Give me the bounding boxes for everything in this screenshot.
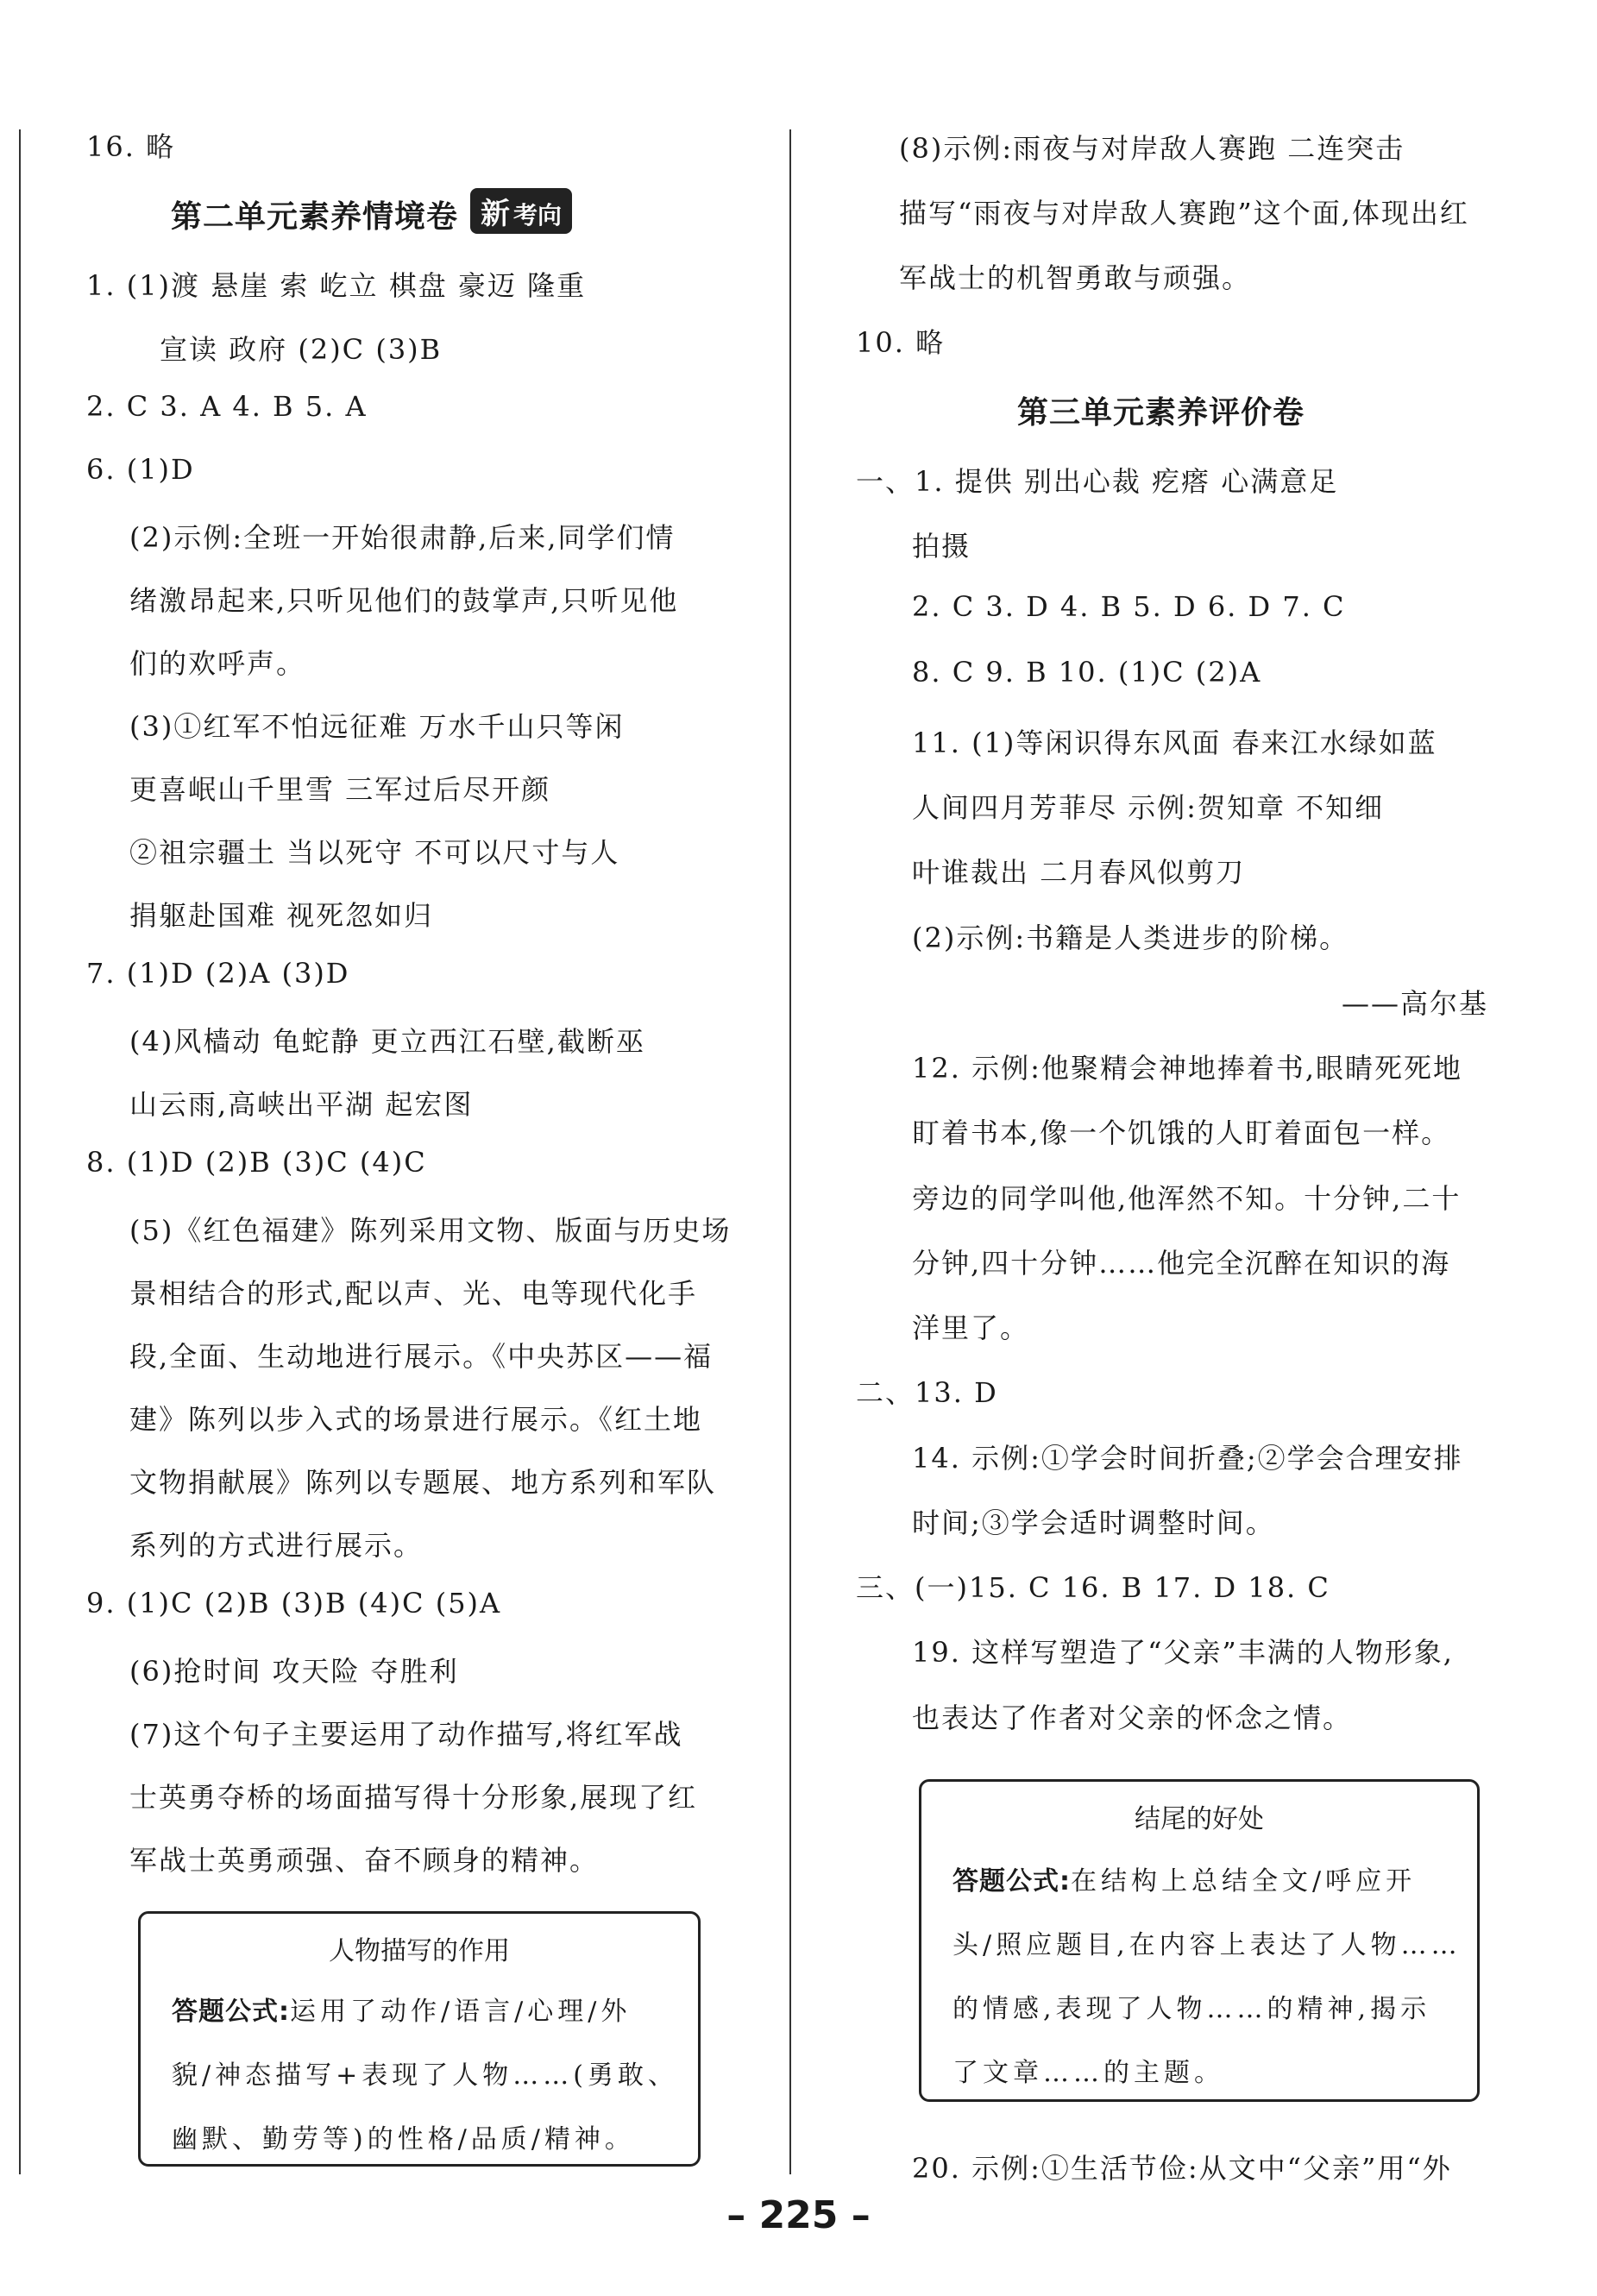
answer-1-line1: 1. (1)渡 悬崖 索 屹立 棋盘 豪迈 隆重 — [86, 269, 587, 302]
part1-answer-11-line1: 11. (1)等闲识得东风面 春来江水绿如蓝 — [912, 727, 1437, 759]
tip-box-character-description — [138, 1911, 701, 2167]
answer-6-line4: 们的欢呼声。 — [129, 647, 306, 680]
answer-10: 10. 略 — [856, 326, 946, 359]
answer-9-line4: 士英勇夺桥的场面描写得十分形象,展现了红 — [129, 1781, 698, 1814]
answer-8-line5: 建》陈列以步入式的场景进行展示。《红土地 — [129, 1403, 703, 1436]
part1-answer-2-7: 2. C 3. D 4. B 5. D 6. D 7. C — [912, 590, 1346, 623]
answer-6-line8: 捐躯赴国难 视死忽如归 — [129, 899, 434, 932]
tip-box-line1: 答题公式:运用了动作/语言/心理/外 — [172, 1997, 632, 2027]
tip-box-line2: 貌/神态描写+表现了人物……(勇敢、 — [172, 2060, 678, 2091]
answer-6-line3: 绪激昂起来,只听见他们的鼓掌声,只听见他 — [129, 584, 679, 617]
part1-answer-12-line3: 旁边的同学叫他,他浑然不知。十分钟,二十 — [912, 1182, 1462, 1215]
part1-answer-12-line4: 分钟,四十分钟……他完全沉醉在知识的海 — [912, 1247, 1451, 1280]
part2-answer-14-line2: 时间;③学会适时调整时间。 — [912, 1507, 1275, 1539]
answer-8-line2: (5)《红色福建》陈列采用文物、版面与历史场 — [129, 1214, 732, 1247]
answer-8-line3: 景相结合的形式,配以声、光、电等现代化手 — [129, 1277, 698, 1310]
part1-answer-1-line2: 拍摄 — [912, 530, 971, 563]
part2-answer-13: 二、13. D — [856, 1376, 998, 1409]
answer-6-line5: (3)①红军不怕远征难 万水千山只等闲 — [129, 710, 625, 743]
answer-7-line2: (4)风樯动 龟蛇静 更立西江石壁,截断巫 — [129, 1025, 645, 1058]
answer-7-line3: 山云雨,高峡出平湖 起宏图 — [129, 1088, 474, 1121]
answer-8-line4: 段,全面、生动地进行展示。《中央苏区——福 — [129, 1340, 714, 1373]
answer-9-line3: (7)这个句子主要运用了动作描写,将红军战 — [129, 1718, 683, 1751]
answer-1-line2: 宣读 政府 (2)C (3)B — [160, 333, 443, 366]
part1-answer-8-10: 8. C 9. B 10. (1)C (2)A — [912, 656, 1262, 689]
part3-answer-15-18: 三、(一)15. C 16. B 17. D 18. C — [856, 1571, 1330, 1604]
answer-9-8-line3: 军战士的机智勇敢与顽强。 — [899, 261, 1252, 294]
left-column — [0, 0, 789, 2296]
answer-7-line1: 7. (1)D (2)A (3)D — [86, 957, 350, 990]
answer-9-8-line1: (8)示例:雨夜与对岸敌人赛跑 二连突击 — [899, 132, 1405, 165]
answer-8-line1: 8. (1)D (2)B (3)C (4)C — [86, 1146, 427, 1179]
tip-box-title: 结尾的好处 — [1135, 1804, 1264, 1834]
part1-answer-1-line1: 一、1. 提供 别出心裁 疙瘩 心满意足 — [856, 465, 1339, 498]
part1-answer-11-line3: 叶谁裁出 二月春风似剪刀 — [912, 856, 1246, 889]
part2-answer-14-line1: 14. 示例:①学会时间折叠;②学会合理安排 — [912, 1442, 1463, 1475]
answer-16: 16. 略 — [86, 130, 176, 163]
tip-box-line4: 了文章……的主题。 — [953, 2058, 1224, 2088]
section-title-unit2: 第二单元素养情境卷 新 考向 — [171, 192, 572, 237]
part3-answer-19-line2: 也表达了作者对父亲的怀念之情。 — [912, 1702, 1353, 1734]
tip-box-line2: 头/照应题目,在内容上表达了人物…… — [953, 1930, 1462, 1960]
answer-2-5: 2. C 3. A 4. B 5. A — [86, 390, 368, 423]
tip-box-line1: 答题公式:在结构上总结全文/呼应开 — [953, 1866, 1417, 1897]
part1-answer-11-line2: 人间四月芳菲尽 示例:贺知章 不知细 — [912, 791, 1385, 824]
page-number: – 225 – — [726, 2193, 871, 2237]
part1-answer-11-line4: (2)示例:书籍是人类进步的阶梯。 — [912, 922, 1349, 954]
answer-6-line1: 6. (1)D — [86, 453, 195, 486]
part3-answer-20-line1: 20. 示例:①生活节俭:从文中“父亲”用“外 — [912, 2152, 1452, 2185]
answer-9-8-line2: 描写“雨夜与对岸敌人赛跑”这个面,体现出红 — [899, 197, 1469, 230]
part1-answer-12-line5: 洋里了。 — [912, 1312, 1030, 1344]
answer-6-line6: 更喜岷山千里雪 三军过后尽开颜 — [129, 773, 551, 806]
section-title-unit3: 第三单元素养评价卷 — [1017, 395, 1305, 431]
right-column — [791, 0, 1597, 2296]
tip-box-line3: 的情感,表现了人物……的精神,揭示 — [953, 1994, 1431, 2024]
part1-answer-12-line1: 12. 示例:他聚精会神地捧着书,眼睛死死地 — [912, 1052, 1463, 1085]
answer-8-line7: 系列的方式进行展示。 — [129, 1529, 424, 1562]
tip-box-ending-benefits — [919, 1779, 1480, 2102]
tip-box-line3: 幽默、勤劳等)的性格/品质/精神。 — [172, 2124, 635, 2154]
answer-9-line5: 军战士英勇顽强、奋不顾身的精神。 — [129, 1844, 600, 1877]
answer-6-line7: ②祖宗疆土 当以死守 不可以尺寸与人 — [129, 836, 620, 869]
quote-attribution: ——高尔基 — [1342, 987, 1489, 1020]
answer-9-line2: (6)抢时间 攻天险 夺胜利 — [129, 1655, 459, 1688]
tip-box-title: 人物描写的作用 — [329, 1936, 510, 1966]
new-trend-badge: 新 考向 — [470, 188, 572, 234]
answer-9-line1: 9. (1)C (2)B (3)B (4)C (5)A — [86, 1587, 502, 1620]
part1-answer-12-line2: 盯着书本,像一个饥饿的人盯着面包一样。 — [912, 1117, 1451, 1149]
answer-6-line2: (2)示例:全班一开始很肃静,后来,同学们情 — [129, 521, 676, 554]
part3-answer-19-line1: 19. 这样写塑造了“父亲”丰满的人物形象, — [912, 1636, 1454, 1669]
answer-8-line6: 文物捐献展》陈列以专题展、地方系列和军队 — [129, 1466, 717, 1499]
